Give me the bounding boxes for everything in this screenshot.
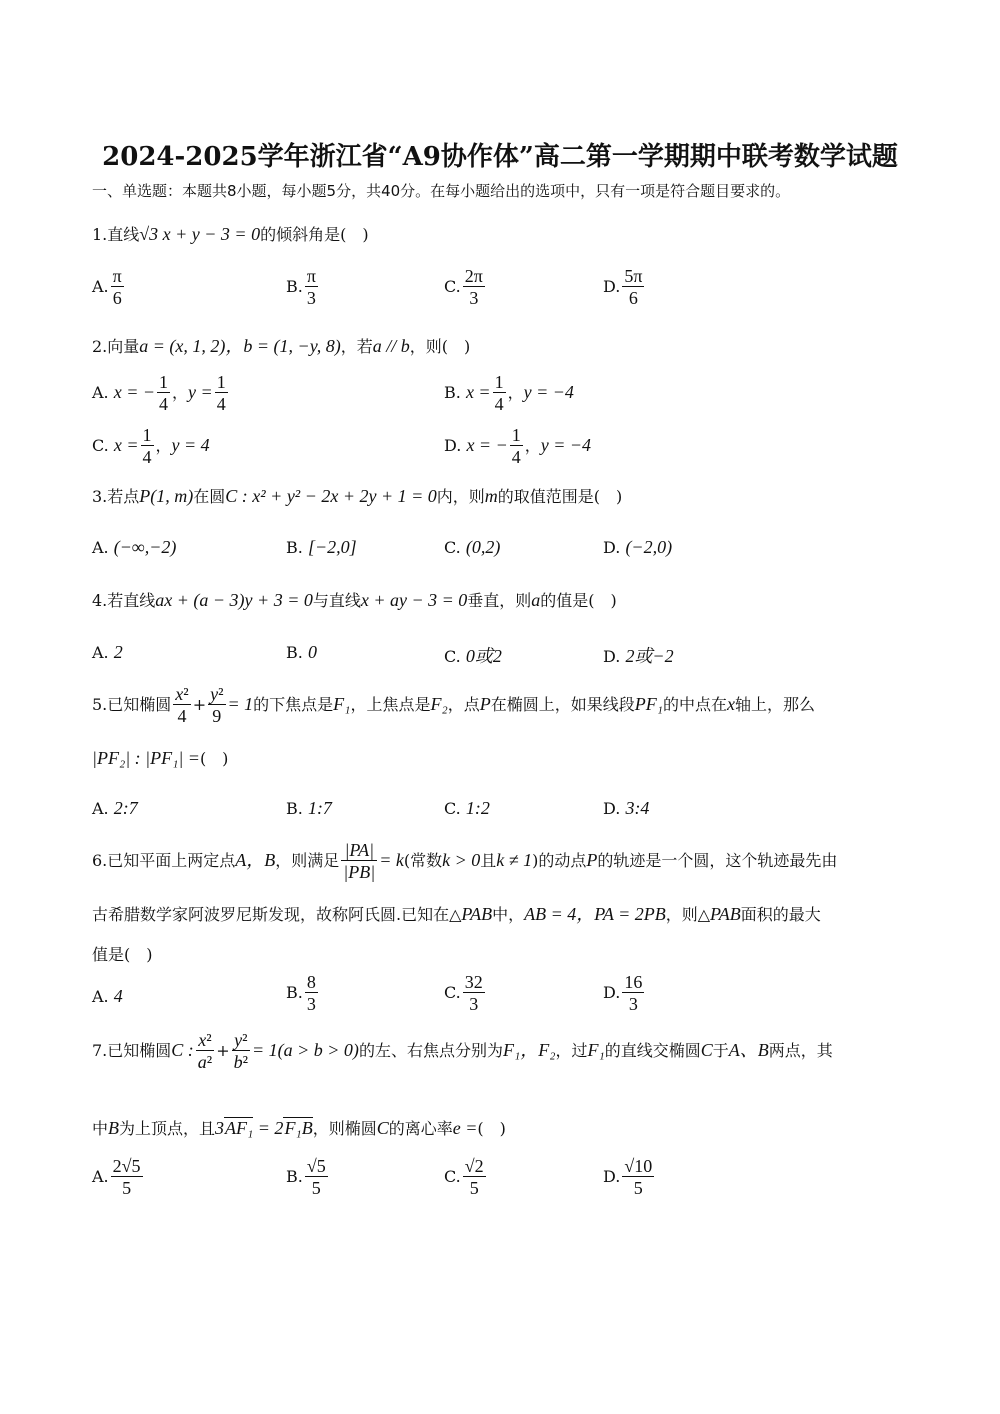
q4-option-c[interactable]: C. 0或2 bbox=[444, 646, 502, 666]
q6-option-d[interactable]: D. $\frac{16}{3}$ bbox=[603, 972, 643, 1014]
question-7-line-2: 中B为上顶点，且3AF₁ = 2F₁B，则椭圆C的离心率e =( ) bbox=[92, 1118, 506, 1138]
q1-option-b[interactable]: B. $\frac{\pi}{3}$ bbox=[286, 266, 316, 308]
q2-option-b[interactable]: B. x = $\frac{1}{4}$ ，y = −4 bbox=[444, 372, 574, 414]
q5-option-a[interactable]: A. 2:7 bbox=[92, 798, 138, 818]
q7-option-d[interactable]: D. $\frac{√10}{5}$ bbox=[603, 1156, 653, 1198]
q6-option-c[interactable]: C. $\frac{32}{3}$ bbox=[444, 972, 483, 1014]
question-6-line-3: 值是( ) bbox=[92, 945, 153, 964]
q5-option-d[interactable]: D. 3:4 bbox=[603, 798, 650, 818]
question-3: 3.若点P(1, m)在圆C : x² + y² − 2x + 2y + 1 = 0内，则m的取值范围是( ) bbox=[92, 486, 623, 506]
q1-option-a[interactable]: A. $\frac{\pi}{6}$ bbox=[92, 266, 122, 308]
question-6: 6.已知平面上两定点A，B，则满足 $\frac{|PA|}{|PB|}$ = k(常数k > 0且k ≠ 1)的动点P的轨迹是一个圆，这个轨迹最先由 bbox=[92, 840, 838, 882]
q7-option-a[interactable]: A. $\frac{2√5}{5}$ bbox=[92, 1156, 141, 1198]
q1-option-c[interactable]: C. $\frac{2\pi}{3}$ bbox=[444, 266, 483, 308]
q6-option-b[interactable]: B. $\frac{8}{3}$ bbox=[286, 972, 316, 1014]
q4-option-a[interactable]: A. 2 bbox=[92, 642, 123, 662]
q2-option-d[interactable]: D. x = − $\frac{1}{4}$ ，y = −4 bbox=[444, 425, 592, 467]
q4-option-d[interactable]: D. 2或−2 bbox=[603, 646, 674, 666]
question-5: 5.已知椭圆 $\frac{\text{x²}}{4}$ + $\frac{\text{y²}}{9}$ = 1的下焦点是F₁，上焦点是F₂，点P在椭圆上，如果线段PF₁的中点在x轴上，那么 bbox=[92, 684, 816, 726]
q2-option-a[interactable]: A. x = − $\frac{1}{4}$ ，y = $\frac{1}{4}$ bbox=[92, 372, 226, 414]
page-title: 2024-2025学年浙江省“A9协作体”高二第一学期期中联考数学试题 bbox=[102, 142, 898, 172]
q7-option-c[interactable]: C. $\frac{√2}{5}$ bbox=[444, 1156, 484, 1198]
q1-line-equation: √3 x + y − 3 = 0 bbox=[139, 224, 261, 244]
q5-option-c[interactable]: C. 1:2 bbox=[444, 798, 490, 818]
q7-option-b[interactable]: B. $\frac{√5}{5}$ bbox=[286, 1156, 326, 1198]
q3-option-c[interactable]: C. (0,2) bbox=[444, 537, 501, 557]
question-6-line-2: 古希腊数学家阿波罗尼斯发现，故称阿氏圆.已知在△PAB中，AB = 4，PA = 2PB，则△PAB面积的最大 bbox=[92, 904, 821, 924]
q1-option-d[interactable]: D. $\frac{5\pi}{6}$ bbox=[603, 266, 643, 308]
q3-option-a[interactable]: A. (−∞,−2) bbox=[92, 537, 177, 557]
question-4: 4.若直线ax + (a − 3)y + 3 = 0与直线x + ay − 3 = 0垂直，则a的值是( ) bbox=[92, 590, 617, 610]
q2-option-c[interactable]: C. x = $\frac{1}{4}$ ，y = 4 bbox=[92, 425, 210, 467]
q5-option-b[interactable]: B. 1:7 bbox=[286, 798, 332, 818]
q3-option-b[interactable]: B. [−2,0] bbox=[286, 537, 357, 557]
section-header: 一、单选题：本题共8小题，每小题5分，共40分。在每小题给出的选项中，只有一项是符合题目要求的。 bbox=[92, 182, 791, 200]
question-2: 2.向量a = (x, 1, 2)，b = (1, −y, 8)，若a // b，则( ) bbox=[92, 336, 471, 356]
question-1: 1.直线√3 x + y − 3 = 0的倾斜角是( ) bbox=[92, 224, 369, 244]
q3-option-d[interactable]: D. (−2,0) bbox=[603, 537, 673, 557]
q4-option-b[interactable]: B. 0 bbox=[286, 642, 317, 662]
question-5-line-2: |PF₂| : |PF₁| =( ) bbox=[92, 748, 229, 768]
q6-option-a[interactable]: A. 4 bbox=[92, 986, 123, 1006]
question-7: 7.已知椭圆C : $\frac{\text{x²}}{\text{a²}}$ + $\frac{\text{y²}}{\text{b²}}$ = 1(a > b > 0)的左、右焦点分别为F₁，F₂，过F₁的直线交椭圆C于A、B两点，其 bbox=[92, 1030, 833, 1072]
